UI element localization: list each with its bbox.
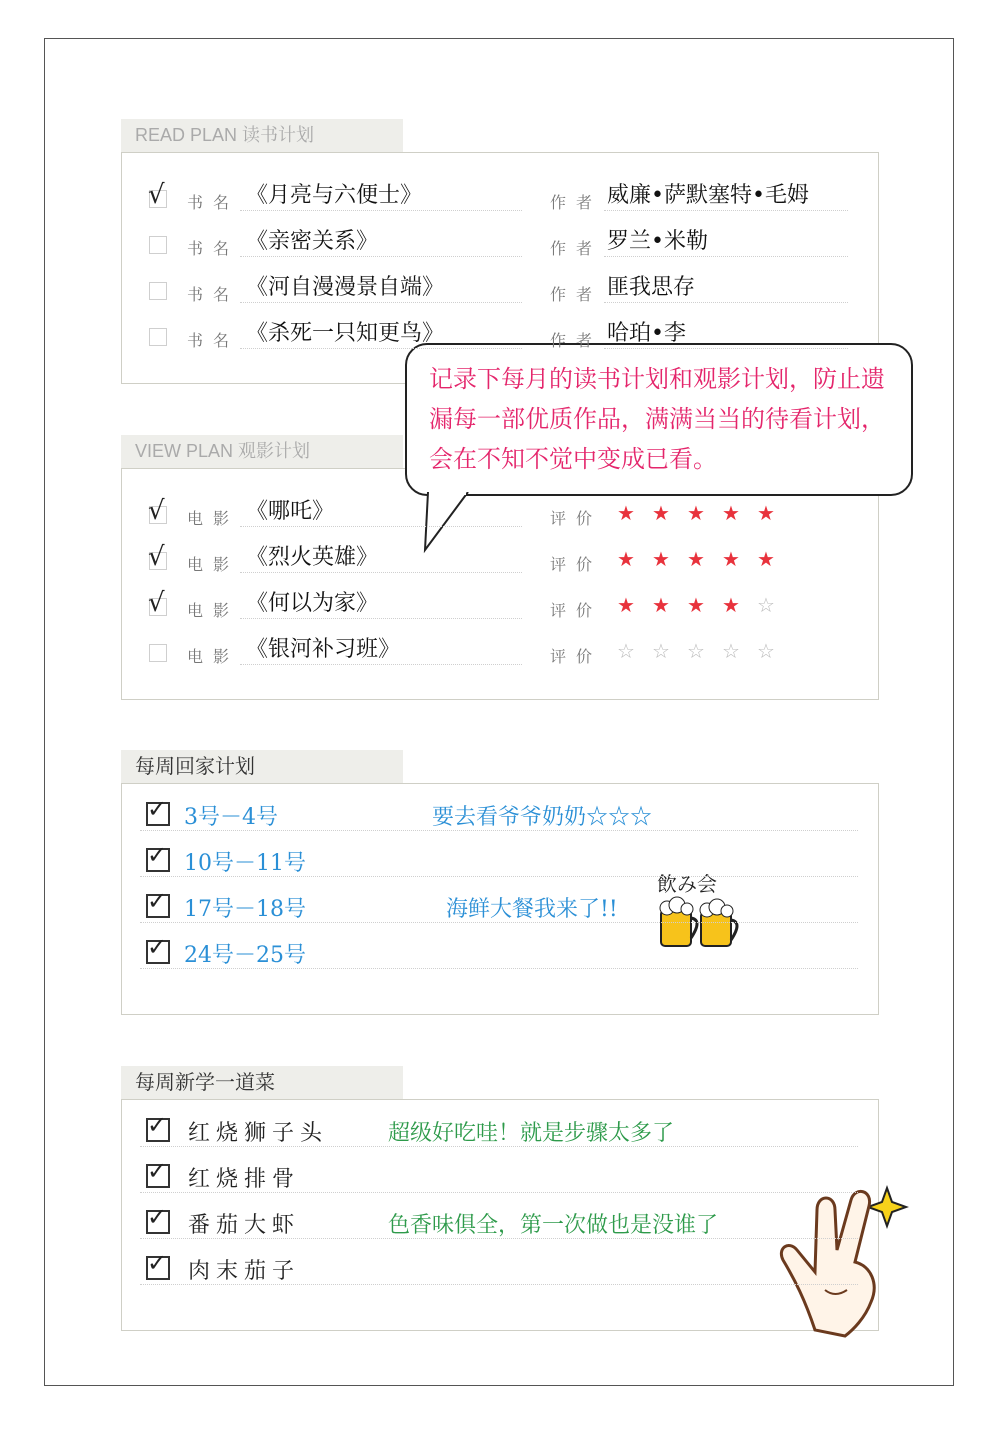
dish-name: 肉末茄子 xyxy=(188,1259,301,1284)
book-title: 《亲密关系》 xyxy=(246,229,379,254)
dish-name: 红烧狮子头 xyxy=(188,1121,329,1146)
star-empty-icon[interactable]: ☆ xyxy=(757,639,775,663)
check-mark-icon: ✓ xyxy=(147,1203,168,1231)
rating-label: 评价 xyxy=(550,509,603,528)
check-mark-icon: ✓ xyxy=(147,1157,168,1185)
divider xyxy=(604,348,848,349)
divider xyxy=(140,876,858,877)
star-filled-icon[interactable]: ★ xyxy=(757,547,775,571)
movie-title: 《哪吒》 xyxy=(246,499,335,524)
author-name: 匪我思存 xyxy=(607,275,696,300)
star-empty-icon[interactable]: ☆ xyxy=(617,639,635,663)
movie-title: 《银河补习班》 xyxy=(246,637,401,662)
star-filled-icon[interactable]: ★ xyxy=(652,501,670,525)
divider xyxy=(140,1146,858,1147)
movie-label: 电影 xyxy=(187,647,240,666)
book-label: 书名 xyxy=(187,239,240,258)
home-plan-tab: 每周回家计划 xyxy=(121,750,403,783)
divider xyxy=(240,664,522,665)
check-mark-icon: ✓ xyxy=(147,1111,168,1139)
book-label: 书名 xyxy=(187,331,240,350)
star-filled-icon[interactable]: ★ xyxy=(687,547,705,571)
star-filled-icon[interactable]: ★ xyxy=(722,593,740,617)
star-filled-icon[interactable]: ★ xyxy=(722,547,740,571)
check-mark-icon: √ xyxy=(148,542,165,572)
divider xyxy=(240,256,522,257)
movie-title: 《何以为家》 xyxy=(246,591,379,616)
cook-note: 色香味俱全，第一次做也是没谁了 xyxy=(388,1213,719,1238)
check-mark-icon: ✓ xyxy=(147,841,168,869)
home-note: 海鲜大餐我来了!! xyxy=(446,897,618,922)
author-name: 哈珀•李 xyxy=(607,321,686,346)
divider xyxy=(240,302,522,303)
home-note: 要去看爷爷奶奶☆☆☆ xyxy=(432,805,653,830)
divider xyxy=(240,348,522,349)
read-plan-tab: READ PLAN 读书计划 xyxy=(121,119,403,152)
divider xyxy=(140,830,858,831)
movie-label: 电影 xyxy=(187,555,240,574)
divider xyxy=(604,256,848,257)
star-filled-icon[interactable]: ★ xyxy=(687,593,705,617)
author-name: 罗兰•米勒 xyxy=(607,229,708,254)
check-mark-icon: √ xyxy=(148,588,165,618)
divider xyxy=(140,968,858,969)
divider xyxy=(604,210,848,211)
star-empty-icon[interactable]: ☆ xyxy=(722,639,740,663)
star-empty-icon[interactable]: ☆ xyxy=(652,639,670,663)
home-dates: 17号－18号 xyxy=(184,897,306,922)
callout-text: 记录下每月的读书计划和观影计划，防止遗漏每一部优质作品，满满当当的待看计划，会在不知不觉中变成已看。 xyxy=(429,365,885,473)
divider xyxy=(240,526,522,527)
callout-bubble xyxy=(405,343,913,496)
book-title: 《河自漫漫景自端》 xyxy=(246,275,445,300)
star-filled-icon[interactable]: ★ xyxy=(757,501,775,525)
check-mark-icon: ✓ xyxy=(147,887,168,915)
book-title: 《杀死一只知更鸟》 xyxy=(246,321,445,346)
author-label: 作者 xyxy=(550,193,603,212)
author-label: 作者 xyxy=(550,239,603,258)
read-checkbox[interactable] xyxy=(149,236,167,254)
divider xyxy=(240,618,522,619)
beer-mugs-icon xyxy=(655,868,747,950)
divider xyxy=(240,572,522,573)
star-empty-icon[interactable]: ☆ xyxy=(687,639,705,663)
book-label: 书名 xyxy=(187,285,240,304)
movie-label: 电影 xyxy=(187,509,240,528)
book-label: 书名 xyxy=(187,193,240,212)
read-checkbox[interactable] xyxy=(149,282,167,300)
check-mark-icon: ✓ xyxy=(147,1249,168,1277)
home-dates: 10号－11号 xyxy=(184,851,306,876)
divider xyxy=(140,1192,858,1193)
star-empty-icon[interactable]: ☆ xyxy=(757,593,775,617)
star-filled-icon[interactable]: ★ xyxy=(652,593,670,617)
book-title: 《月亮与六便士》 xyxy=(246,183,423,208)
read-checkbox[interactable] xyxy=(149,328,167,346)
divider xyxy=(240,210,522,211)
star-filled-icon[interactable]: ★ xyxy=(687,501,705,525)
divider xyxy=(140,922,858,923)
star-filled-icon[interactable]: ★ xyxy=(617,501,635,525)
rating-label: 评价 xyxy=(550,601,603,620)
victory-hand-icon xyxy=(775,1180,915,1340)
movie-title: 《烈火英雄》 xyxy=(246,545,379,570)
view-checkbox[interactable] xyxy=(149,644,167,662)
divider xyxy=(140,1284,858,1285)
home-dates: 24号－25号 xyxy=(184,943,306,968)
check-mark-icon: ✓ xyxy=(147,933,168,961)
check-mark-icon: ✓ xyxy=(147,795,168,823)
star-filled-icon[interactable]: ★ xyxy=(617,547,635,571)
cook-plan-tab: 每周新学一道菜 xyxy=(121,1066,403,1099)
sticker-text: 飲み会 xyxy=(657,872,717,896)
star-filled-icon[interactable]: ★ xyxy=(652,547,670,571)
movie-label: 电影 xyxy=(187,601,240,620)
rating-label: 评价 xyxy=(550,647,603,666)
view-plan-tab: VIEW PLAN 观影计划 xyxy=(121,435,403,468)
callout-pointer xyxy=(420,492,480,554)
dish-name: 红烧排骨 xyxy=(188,1167,301,1192)
author-label: 作者 xyxy=(550,285,603,304)
cook-note: 超级好吃哇！就是步骤太多了 xyxy=(388,1121,675,1146)
check-mark-icon: √ xyxy=(148,496,165,526)
rating-label: 评价 xyxy=(550,555,603,574)
check-mark-icon: √ xyxy=(148,180,165,210)
dish-name: 番茄大虾 xyxy=(188,1213,301,1238)
divider xyxy=(140,1238,858,1239)
star-filled-icon[interactable]: ★ xyxy=(617,593,635,617)
author-label: 作者 xyxy=(550,331,603,350)
star-filled-icon[interactable]: ★ xyxy=(722,501,740,525)
beer-sticker xyxy=(655,868,747,950)
author-name: 威廉•萨默塞特•毛姆 xyxy=(607,183,809,208)
home-dates: 3号－4号 xyxy=(184,805,278,830)
divider xyxy=(604,302,848,303)
